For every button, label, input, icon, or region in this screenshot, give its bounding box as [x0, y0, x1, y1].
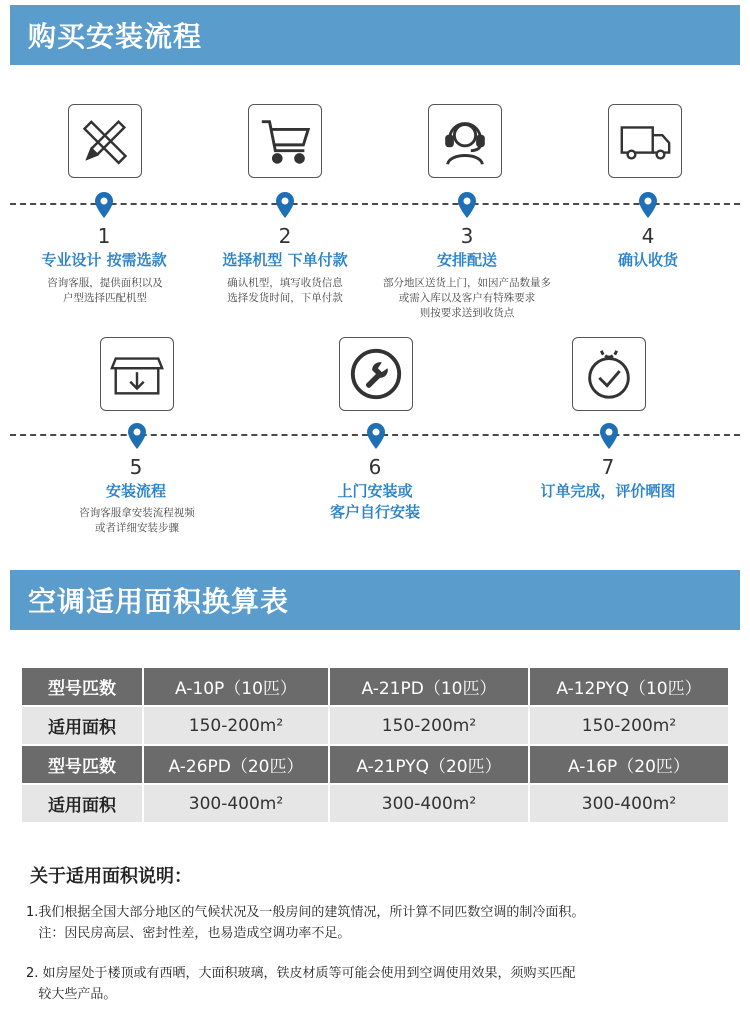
model-cell: A-16P（20匹） [530, 746, 728, 783]
notes-title: 关于适用面积说明： [30, 866, 192, 887]
location-pin-icon [274, 191, 296, 219]
step-desc: 部分地区送货上门，如因产品数量多 [383, 277, 551, 289]
step-number: 2 [278, 224, 292, 248]
area-cell: 150-200m² [144, 707, 328, 744]
location-pin-icon [365, 422, 387, 450]
area-cell: 300-400m² [144, 785, 328, 822]
note-text: 1.我们根据全国大部分地区的气候状况及一般房间的建筑情况，所计算不同匹数空调的制冷面积。 [26, 905, 585, 920]
table-area-label: 适用面积 [22, 785, 142, 822]
step-desc: 户型选择匹配机型 [63, 292, 147, 304]
location-pin-icon [456, 191, 478, 219]
step-title: 确认收货 [617, 251, 678, 269]
step-title: 上门安装或 [337, 482, 413, 500]
location-pin-icon [126, 422, 148, 450]
area-cell: 150-200m² [330, 707, 528, 744]
area-cell: 150-200m² [530, 707, 728, 744]
shopping-cart-icon [248, 104, 322, 178]
customer-service-headset-icon [428, 104, 502, 178]
step-desc: 确认机型，填写收货信息 [227, 277, 343, 289]
step-number: 6 [368, 455, 382, 479]
model-cell: A-21PYQ（20匹） [330, 746, 528, 783]
location-pin-icon [598, 422, 620, 450]
wrench-icon [339, 337, 413, 411]
box-download-icon [100, 337, 174, 411]
step-title: 客户自行安装 [329, 503, 420, 521]
design-pencil-ruler-icon [68, 104, 142, 178]
model-cell: A-26PD（20匹） [144, 746, 328, 783]
step-title: 选择机型 下单付款 [222, 251, 348, 269]
model-cell: A-10P（10匹） [144, 668, 328, 705]
section-banner-purchase-process: 购买安装流程 [10, 5, 740, 65]
step-number: 4 [641, 224, 655, 248]
location-pin-icon [93, 191, 115, 219]
step-title: 订单完成，评价晒图 [540, 482, 676, 500]
delivery-truck-icon [608, 104, 682, 178]
note-text: 2. 如房屋处于楼顶或有西晒，大面积玻璃，铁皮材质等可能会使用到空调使用效果，须购买匹配 [26, 966, 576, 981]
table-row [22, 668, 728, 705]
note-text: 较大些产品。 [26, 987, 117, 1002]
table-header-label: 型号匹数 [22, 668, 142, 705]
timeline-divider [10, 203, 740, 205]
section-banner-area-table: 空调适用面积换算表 [10, 570, 740, 630]
table-header-label: 型号匹数 [22, 746, 142, 783]
model-cell: A-21PD（10匹） [330, 668, 528, 705]
step-desc: 则按要求送到收货点 [419, 307, 515, 319]
step-desc: 或需入库以及客户有特殊要求 [398, 292, 536, 304]
location-pin-icon [637, 191, 659, 219]
step-desc: 选择发货时间，下单付款 [227, 292, 343, 304]
area-cell: 300-400m² [530, 785, 728, 822]
step-title: 安排配送 [436, 251, 497, 269]
model-cell: A-12PYQ（10匹） [530, 668, 728, 705]
step-number: 3 [460, 224, 474, 248]
table-area-label: 适用面积 [22, 707, 142, 744]
smile-check-icon [572, 337, 646, 411]
step-desc: 咨询客服拿安装流程视频 [79, 507, 195, 519]
area-conversion-table [20, 666, 730, 824]
table-row [22, 707, 728, 744]
table-row [22, 746, 728, 783]
step-number: 1 [97, 224, 111, 248]
note-text: 注：因民房高层、密封性差，也易造成空调功率不足。 [26, 926, 351, 941]
step-desc: 咨询客服，提供面积以及 [47, 277, 163, 289]
step-title: 安装流程 [105, 482, 166, 500]
step-title: 专业设计 按需选款 [41, 251, 167, 269]
area-cell: 300-400m² [330, 785, 528, 822]
step-number: 5 [129, 455, 143, 479]
step-number: 7 [601, 455, 615, 479]
table-row [22, 785, 728, 822]
step-desc: 或者详细安装步骤 [95, 522, 179, 534]
